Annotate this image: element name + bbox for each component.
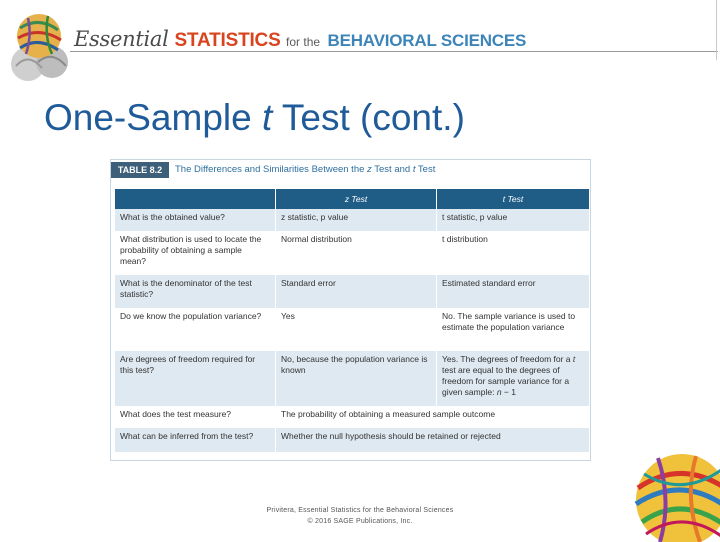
row-question: What is the obtained value? <box>115 209 276 231</box>
caption-t: t <box>412 164 416 175</box>
comparison-table <box>115 189 589 452</box>
caption-post: Test <box>415 164 436 175</box>
row-question: What does the test measure? <box>115 406 276 428</box>
brand-for-the: for the <box>286 35 321 49</box>
row-question: What is the denominator of the test statistic? <box>115 275 276 308</box>
table-caption <box>111 160 590 180</box>
brand-behavioral-sciences: BEHAVIORAL SCIENCES <box>327 31 527 50</box>
table-row <box>115 209 589 231</box>
table-row <box>115 275 589 308</box>
publication-brand <box>74 27 526 52</box>
table-header-row <box>115 189 589 209</box>
table-row <box>115 351 589 406</box>
brand-essential: Essential <box>74 27 169 51</box>
row-shared-value: The probability of obtaining a measured sample outcome <box>276 406 590 428</box>
header-z-test: z Test <box>276 189 437 209</box>
row-question: What distribution is used to locate the probability of obtaining a sample mean? <box>115 231 276 275</box>
rubber-band-ball-decoration <box>624 438 720 542</box>
table-row <box>115 308 589 351</box>
row-t-value: t statistic, p value <box>437 209 590 231</box>
slide-footer <box>200 505 520 527</box>
header-divider <box>70 51 718 52</box>
title-part2: Test (cont.) <box>272 97 465 138</box>
title-part1: One-Sample <box>44 97 262 138</box>
table-row <box>115 428 589 452</box>
row-t-value: No. The sample variance is used to estimate the population variance <box>437 308 590 351</box>
caption-z: z <box>367 164 372 175</box>
row-t-value: Estimated standard error <box>437 275 590 308</box>
footer-copyright: © 2016 SAGE Publications, Inc. <box>307 518 413 525</box>
table-figure <box>110 159 591 461</box>
row-z-value: z statistic, p value <box>276 209 437 231</box>
row-t-value: t distribution <box>437 231 590 275</box>
caption-pre: The Differences and Similarities Between the <box>175 164 368 175</box>
row-z-value: Normal distribution <box>276 231 437 275</box>
table-row <box>115 231 589 275</box>
row-question: Do we know the population variance? <box>115 308 276 351</box>
footer-citation: Privitera, Essential Statistics for the Behavioral Sciences <box>266 507 454 514</box>
row-z-value: Standard error <box>276 275 437 308</box>
table-caption-text <box>175 164 435 175</box>
header-t-test: t Test <box>437 189 590 209</box>
header-question <box>115 189 276 209</box>
slide-title <box>44 97 465 139</box>
table-number-tag: TABLE 8.2 <box>111 162 169 178</box>
row-question: What can be inferred from the test? <box>115 428 276 452</box>
row-shared-value: Whether the null hypothesis should be retained or rejected <box>276 428 590 452</box>
row-z-value: No, because the population variance is known <box>276 351 437 406</box>
brand-statistics: STATISTICS <box>174 30 281 51</box>
row-t-value: Yes. The degrees of freedom for a t test are equal to the degrees of freedom for sample variance for a given sample: n − 1 <box>437 351 590 406</box>
table-row <box>115 406 589 428</box>
row-z-value: Yes <box>276 308 437 351</box>
caption-mid: Test and <box>371 164 413 175</box>
rubber-band-balls-logo <box>8 6 70 86</box>
header-edge-divider <box>716 0 717 60</box>
title-italic-t: t <box>262 97 273 138</box>
row-question: Are degrees of freedom required for this test? <box>115 351 276 406</box>
